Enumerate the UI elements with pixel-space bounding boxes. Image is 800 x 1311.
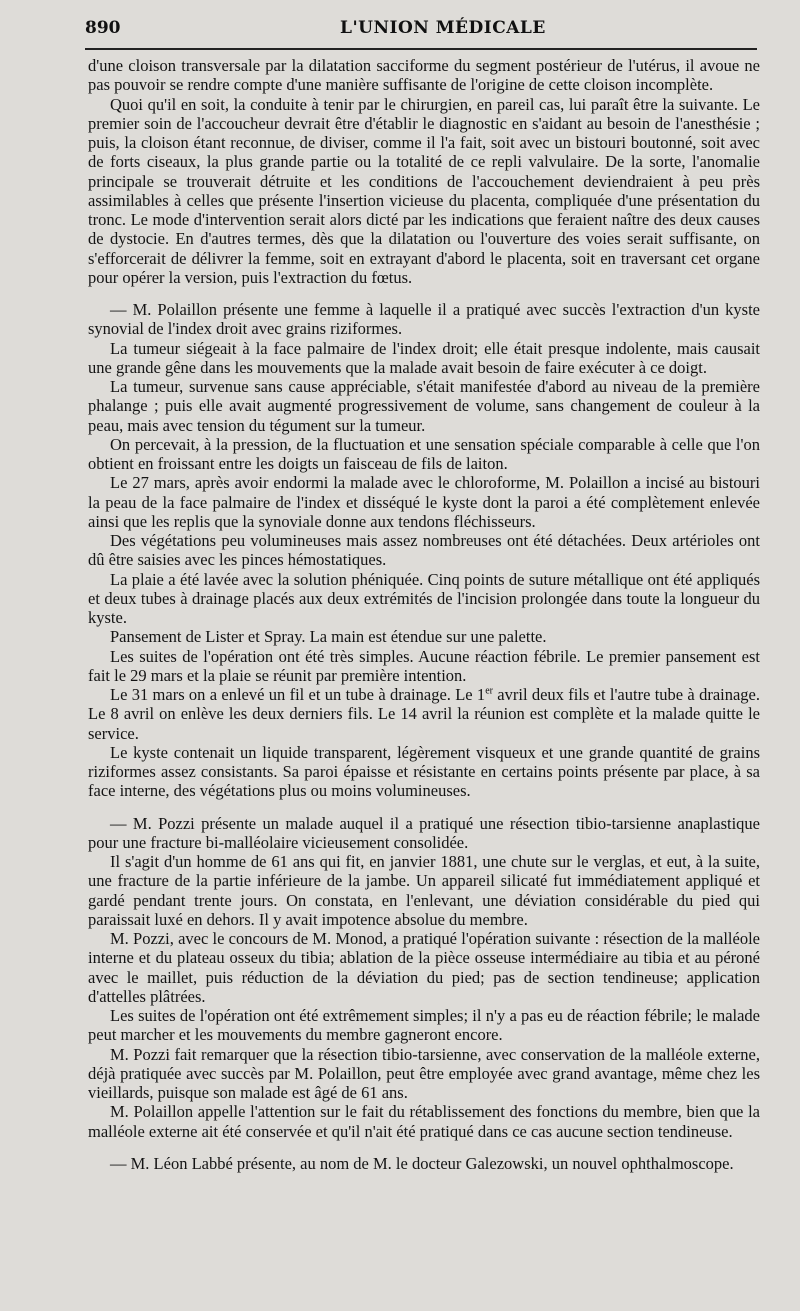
paragraph: M. Pozzi, avec le concours de M. Monod, a pratiqué l'opération suivante : résection de la malléole interne et du plateau osseux du tibia; ablation de la pièce osseuse intermédiaire au tibia et au péroné avec le maillet, puis réduction de la déviation du pied; pas de section tendineuse; application d'attelles plâtrées.: [88, 929, 760, 1006]
paragraph: La tumeur, survenue sans cause appréciable, s'était manifestée d'abord au niveau de la première phalange ; puis elle avait augmenté progressivement de volume, sans changement de couleur à la peau, mais avec tension du tégument sur la tumeur.: [88, 377, 760, 435]
paragraph: Pansement de Lister et Spray. La main est étendue sur une palette.: [110, 627, 547, 647]
paragraph: La plaie a été lavée avec la solution phéniquée. Cinq points de suture métallique ont été appliqués et deux tubes à drainage placés aux deux extrémités de l'incision prolongée dans toute la longueur du kyste.: [88, 569, 760, 627]
paragraph: Les suites de l'opération ont été extrêmement simples; il n'y a pas eu de réaction fébrile; le malade peut marcher et les mouvements du membre gagneront encore.: [88, 1006, 760, 1045]
page-header: [85, 18, 757, 42]
paragraph: Le 27 mars, après avoir endormi la malade avec le chloroforme, M. Polaillon a incisé au bistouri la peau de la face palmaire de l'index et disséqué le kyste dont la paroi a été complètement enlevée ainsi que les replis que la synoviale donne aux tendons fléchisseurs.: [88, 473, 760, 531]
superscript: er: [485, 685, 493, 697]
paragraph: — M. Léon Labbé présente, au nom de M. le docteur Galezowski, un nouvel ophthalmoscope.: [110, 1153, 734, 1173]
paragraph: d'une cloison transversale par la dilatation sacciforme du segment postérieur de l'utérus, il avoue ne pas pouvoir se rendre compte d'une manière suffisante de l'origine de cette cloison incomplète.: [88, 56, 760, 95]
page-number: 890: [85, 18, 121, 38]
paragraph: M. Polaillon appelle l'attention sur le fait du rétablissement des fonctions du membre, bien que la malléole externe ait été conservée et qu'il n'ait été pratiqué dans ce cas aucune section tendineuse.: [88, 1102, 760, 1141]
paragraph: La tumeur siégeait à la face palmaire de l'index droit; elle était presque indolente, mais causait une grande gêne dans les mouvements que la malade avait besoin de faire exécuter à ce doigt.: [88, 338, 760, 377]
paragraph: Quoi qu'il en soit, la conduite à tenir par le chirurgien, en pareil cas, lui paraît être la suivante. Le premier soin de l'accoucheur devrait être d'établir le diagnostic en s'aidant au besoin de l'anesthésie ; puis, la cloison étant reconnue, de diviser, comme il l'a fait, soit avec un bistouri boutonné, soit avec de forts ciseaux, la plus grande partie ou la totalité de ce repli valvulaire. De la sorte, l'anomalie principale se trouverait détruite et les conditions de l'accouchement deviendraient à peu près assimilables à celles que présente l'insertion vicieuse du placenta, compliquée d'une présentation du tronc. Le mode d'intervention serait alors dicté par les indications que feraient naître des deux causes de dystocie. En d'autres termes, dès que la dilatation ou l'ouverture des voies serait suffisante, on s'efforcerait de délivrer la femme, soit en extrayant d'abord le placenta, soit en traversant cet organe pour opérer la version, puis l'extraction du fœtus.: [88, 94, 760, 287]
header-rule: [85, 48, 757, 50]
paragraph: — M. Polaillon présente une femme à laquelle il a pratiqué avec succès l'extraction d'un kyste synovial de l'index droit avec grains riziformes.: [88, 300, 760, 339]
paragraph: M. Pozzi fait remarquer que la résection tibio-tarsienne, avec conservation de la malléole externe, déjà pratiquée avec succès par M. Polaillon, peut être employée avec grand avantage, même chez les vieillards, puisque son malade est âgé de 61 ans.: [88, 1044, 760, 1102]
paragraph: [88, 685, 760, 743]
paragraph: — M. Pozzi présente un malade auquel il a pratiqué une résection tibio-tarsienne anaplastique pour une fracture bi-malléolaire vicieusement consolidée.: [88, 813, 760, 852]
paragraph-text: Le 31 mars on a enlevé un fil et un tube à drainage. Le 1: [110, 685, 486, 704]
paragraph: On percevait, à la pression, de la fluctuation et une sensation spéciale comparable à celle que l'on obtient en froissant entre les doigts un faisceau de fils de laiton.: [88, 434, 760, 473]
running-head: L'UNION MÉDICALE: [340, 18, 546, 38]
paragraph: Des végétations peu volumineuses mais assez nombreuses ont été détachées. Deux artérioles ont dû être saisies avec les pinces hémostatiques.: [88, 531, 760, 570]
paragraph-text: avril deux fils et l'autre tube à drainage. Le 8 avril on enlève les deux derniers fils. Le 14 avril la réunion est complète et la malade quitte le service.: [88, 685, 760, 743]
paragraph: Il s'agit d'un homme de 61 ans qui fit, en janvier 1881, une chute sur le verglas, et eut, à la suite, une fracture de la partie inférieure de la jambe. Un appareil silicaté fut immédiatement appliqué et gardé pendant trente jours. On constata, en l'enlevant, une déviation considérable du pied qui paraissait luxé en dehors. Il y avait impotence absolue du membre.: [88, 852, 760, 929]
paragraph: Les suites de l'opération ont été très simples. Aucune réaction fébrile. Le premier pansement est fait le 29 mars et la plaie se réunit par première intention.: [88, 646, 760, 685]
body-text: [88, 56, 760, 1173]
paragraph: Le kyste contenait un liquide transparent, légèrement visqueux et une grande quantité de grains riziformes assez consistants. Sa paroi épaisse et résistante en certains points présente par place, à sa face interne, des végétations plus ou moins volumineuses.: [88, 742, 760, 801]
